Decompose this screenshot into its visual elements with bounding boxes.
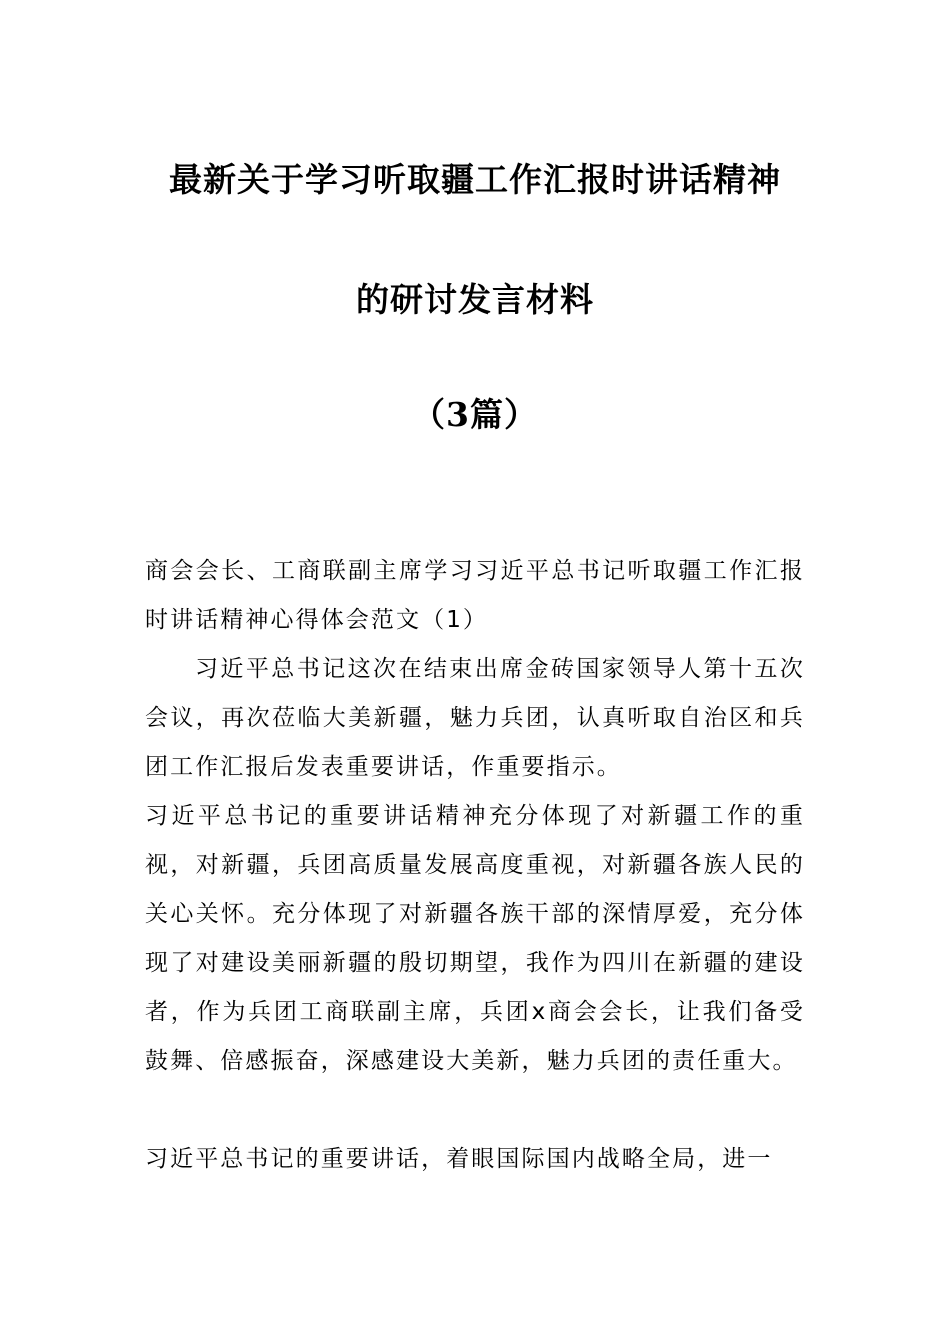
document-title-count: （3篇） (412, 395, 538, 434)
paragraph-3: 习近平总书记的重要讲话，着眼国际国内战略全局，进一 (145, 1146, 773, 1172)
section-subtitle: 商会会长、工商联副主席学习习近平总书记听取疆工作汇报时讲话精神心得体会范文（1） (145, 558, 805, 633)
paragraph-2: 习近平总书记的重要讲话精神充分体现了对新疆工作的重视，对新疆，兵团高质量发展高度重视，对新疆各族人民的关心关怀。充分体现了对新疆各族干部的深情厚爱，充分体现了对建设美丽新疆的殷切期望，我作为四川在新疆的建设者，作为兵团工商联副主席，兵团x商会会长，让我们备受鼓舞、倍感振奋，深感建设大美新，魅力兵团的责任重大。 (145, 803, 805, 1074)
document-title-line-1: 最新关于学习听取疆工作汇报时讲话精神 (169, 160, 781, 199)
document-title-line-2: 的研讨发言材料 (356, 280, 594, 319)
paragraph-1: 习近平总书记这次在结束出席金砖国家领导人第十五次会议，再次莅临大美新疆，魅力兵团，认真听取自治区和兵团工作汇报后发表重要讲话，作重要指示。 (145, 656, 805, 780)
